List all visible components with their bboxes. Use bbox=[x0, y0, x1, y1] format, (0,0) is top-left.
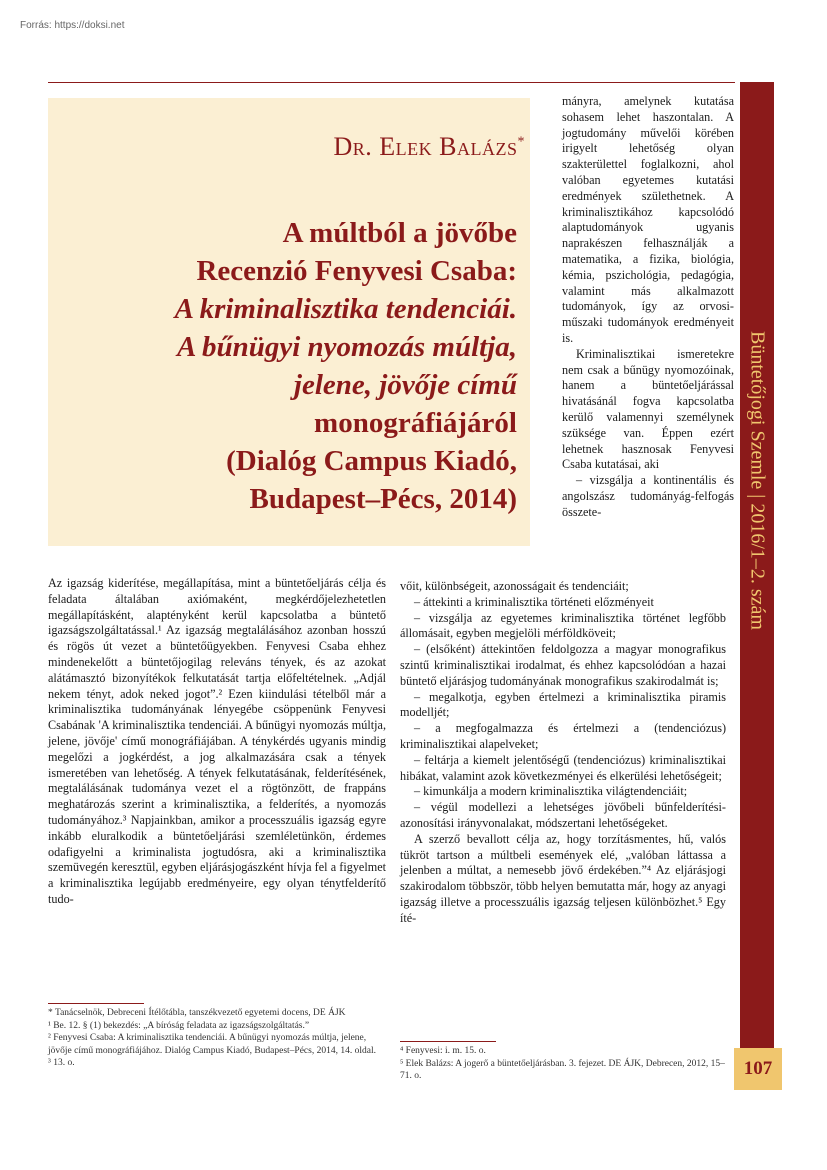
list-item: – végül modellezi a lehetséges jövőbeli bűnfelderítési-azonosítási irányvonalakat, módszertani lehetőségeket. bbox=[400, 800, 726, 830]
article-title bbox=[57, 214, 517, 518]
list-item: vőit, különbségeit, azonosságait és tendenciáit; bbox=[400, 579, 629, 593]
title-line-4: A bűnügyi nyomozás múltja, bbox=[176, 331, 517, 363]
title-line-3: A kriminalisztika tendenciái. bbox=[174, 293, 517, 325]
author-name: Dr. Elek Balázs* bbox=[333, 132, 525, 161]
footnote: ² Fenyvesi Csaba: A kriminalisztika tendenciái. A bűnügyi nyomozás múltja, jelene, jövője című monográfiájához. Dialóg Campus Kiadó, Budapest–Pécs, 2014, 14. oldal. bbox=[48, 1033, 376, 1056]
paragraph: Kriminalisztikai ismeretekre nem csak a bűnügy nyomozóinak, hanem a büntetőeljárással hivatásánál fogva kapcsolatba kerülő valamennyi személynek szüksége van. Éppen ezért lehetnek hasznosak Fenyvesi Csaba kutatásai, aki bbox=[562, 346, 734, 472]
list-item: – feltárja a kiemelt jelentőségű (tendenciózus) kriminalisztikai hibákat, valamint azok következményei és elkerülési lehetőségeit; bbox=[400, 752, 726, 783]
paragraph: mányra, amelynek kutatása sohasem lehet haszontalan. A jogtudomány művelői körében irigyelt lehetőség olyan szakterülettel foglalkozni, ahol valóban egyetemes kutatási eredmények születhetnek. A kriminalisztikához kapcsolódó alaptudományok ugyanis naprakészen felhasználják a matematika, a fizika, biológia, kémia, pszichológia, pedagógia, valamint más alkalmazott tudományok, így az orvosi-műszaki tudományok eredményeit is. bbox=[562, 94, 734, 345]
list-item: – áttekinti a kriminalisztika történeti előzményeit bbox=[414, 594, 654, 609]
top-rule bbox=[48, 82, 735, 83]
footnote: * Tanácselnök, Debreceni Ítélőtábla, tanszékvezető egyetemi docens, DE ÁJK bbox=[48, 1008, 346, 1018]
footnote: ⁵ Elek Balázs: A jogerő a büntetőeljárásban. 3. fejezet. DE ÁJK, Debrecen, 2012, 15–71. o. bbox=[400, 1058, 725, 1081]
journal-side-text: Büntetőjogi Szemle | 2016/1–2. szám bbox=[746, 330, 769, 630]
source-note: Forrás: https://doksi.net bbox=[20, 20, 125, 31]
title-line-7: (Dialóg Campus Kiadó, bbox=[226, 445, 517, 477]
footnote: ³ 13. o. bbox=[48, 1058, 75, 1068]
paragraph: A szerző bevallott célja az, hogy torzításmentes, hű, valós tükröt tartson a múltbeli események elé, „valóban láttassa a jelenben a múltat, a nemesebb jövő érdekében.”⁴ Az eljárásjogi szakirodalom többször, több helyen bemutatta már, hogy az anyagi igazság illetve a processzuális igazság teljesen különbözhet.⁵ Egy íté- bbox=[400, 831, 726, 925]
paragraph: – vizsgálja a kontinentális és angolszász tudományág-felfogás összete- bbox=[562, 473, 734, 519]
top-right-column bbox=[562, 94, 734, 521]
footnote-rule-left bbox=[48, 1003, 144, 1004]
list-item: – (elsőként) áttekintően feldolgozza a magyar monografikus szintű kriminalisztikai irodalmat, és ehhez kapcsolódóan a hazai büntető eljárásjog tudományának monografikus szakirodalmát is; bbox=[400, 642, 726, 688]
list-item: – vizsgálja az egyetemes kriminalisztika történet legfőbb állomásait, egyben megjelöli mérföldköveit; bbox=[400, 610, 726, 641]
title-line-2: Recenzió Fenyvesi Csaba: bbox=[196, 255, 517, 287]
footnote: ¹ Be. 12. § (1) bekezdés: „A bíróság feladata az igazságszolgáltatás.” bbox=[48, 1020, 310, 1031]
title-line-6: monográfiájáról bbox=[314, 407, 517, 439]
list-item: – a megfogalmazza és értelmezi a (tendenciózus) kriminalisztikai alapelveket; bbox=[400, 721, 726, 751]
list-item: – kimunkálja a modern kriminalisztika világtendenciáit; bbox=[414, 784, 688, 799]
page-number: 107 bbox=[734, 1048, 782, 1090]
body-right-column bbox=[400, 579, 726, 927]
footnotes-left bbox=[48, 1007, 386, 1070]
body-left-column bbox=[48, 576, 386, 908]
title-line-1: A múltból a jövőbe bbox=[282, 217, 517, 249]
title-line-5: jelene, jövője című bbox=[293, 369, 517, 401]
title-line-8: Budapest–Pécs, 2014) bbox=[249, 483, 517, 515]
footnotes-right bbox=[400, 1045, 726, 1083]
list-item: – megalkotja, egyben értelmezi a kriminalisztika piramis modelljét; bbox=[400, 689, 726, 720]
footnote: ⁴ Fenyvesi: i. m. 15. o. bbox=[400, 1046, 486, 1056]
footnote-rule-right bbox=[400, 1041, 496, 1042]
journal-side-label bbox=[740, 270, 774, 690]
paragraph: Az igazság kiderítése, megállapítása, mint a büntetőeljárás célja és feladata általában axiómaként, megkérdőjelezhetetlen megállapításként, alaptényként kerül kapcsolatba a büntető igazságszolgáltatással.¹ Az igazság megtalálásához azonban hosszú és rögös út vezet a büntetőügyekben. Fenyvesi Csaba ehhez mindenekelőtt a büntetőjogilag releváns tények, és az azokat alátámasztó bizonyítékok felkutatását tartja előfeltételnek. „Adjál nekem tényt, adok neked jogot”.² Ezen kiindulási tételből már a kriminalisztika tudományának lényegébe csöppenünk Fenyvesi Csabának 'A kriminalisztika tendenciái. A bűnügyi nyomozás múltja, jelene, jövője' című monográfiájában. A ténykérdés ugyanis mindig megelőzi a jogkérdést, a jog alkalmazására csak a tények ismeretében van lehetőség. A tények felkutatásának, felderítésének, megtalálásának tudománya vezet el a rögtönzött, de frappáns meghatározás szerint a kriminalisztika, a felderítés, a nyomozás tudományához.³ Napjainkban, amikor a processzuális igazság egyre inkább eluralkodik a büntetőeljárási szemléletünkön, érdemes odafigyelni a kriminalista jogtudósra, aki a kriminalisztika szemüvegén keresztül, egyben eljárásjogászként hívja fel a figyelmet a kriminalisztika legújabb eredményeire, egy olyan ténytfelderítő tudo- bbox=[48, 576, 386, 906]
